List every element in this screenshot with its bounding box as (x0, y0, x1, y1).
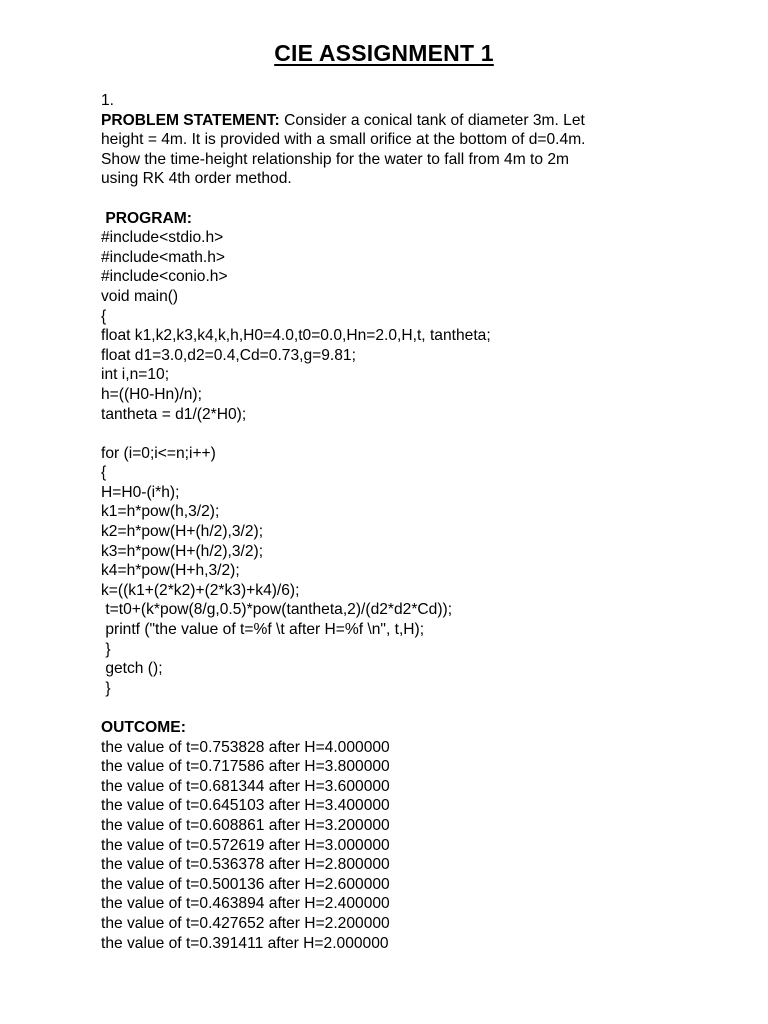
outcome-line: the value of t=0.608861 after H=3.200000 (101, 816, 390, 834)
outcome-line: the value of t=0.572619 after H=3.000000 (101, 836, 390, 854)
outcome-line: the value of t=0.717586 after H=3.800000 (101, 758, 390, 776)
document-title: CIE ASSIGNMENT 1 (274, 40, 494, 66)
program-code-block-1 (101, 228, 701, 424)
outcome-list (101, 738, 701, 954)
code-line: float k1,k2,k3,k4,k,h,H0=4.0,t0=0.0,Hn=2.0,H,t, tantheta; (101, 327, 491, 345)
code-line: float d1=3.0,d2=0.4,Cd=0.73,g=9.81; (101, 346, 356, 364)
code-line: #include<math.h> (101, 248, 225, 266)
program-heading: PROGRAM: (101, 209, 192, 227)
program-code-block-2 (101, 444, 701, 699)
problem-statement-line-1 (101, 111, 701, 131)
problem-statement-line-2: height = 4m. It is provided with a small orifice at the bottom of d=0.4m. (101, 131, 586, 149)
outcome-line: the value of t=0.500136 after H=2.600000 (101, 875, 390, 893)
code-line: k3=h*pow(H+(h/2),3/2); (101, 542, 264, 560)
outcome-line: the value of t=0.681344 after H=3.600000 (101, 777, 390, 795)
code-line: } (101, 640, 111, 658)
problem-statement-heading: PROBLEM STATEMENT: (101, 111, 280, 129)
code-line: k=((k1+(2*k2)+(2*k3)+k4)/6); (101, 581, 300, 599)
code-line: H=H0-(i*h); (101, 483, 180, 501)
outcome-line: the value of t=0.391411 after H=2.000000 (101, 934, 389, 952)
spacer (101, 189, 701, 209)
problem-statement-line-3: Show the time-height relationship for the water to fall from 4m to 2m (101, 150, 570, 168)
code-line: int i,n=10; (101, 366, 170, 384)
code-line: void main() (101, 287, 179, 305)
code-line: #include<conio.h> (101, 268, 228, 286)
spacer (101, 424, 701, 444)
code-line: } (101, 679, 111, 697)
code-line: { (101, 464, 107, 482)
outcome-line: the value of t=0.753828 after H=4.000000 (101, 738, 390, 756)
outcome-line: the value of t=0.536378 after H=2.800000 (101, 856, 390, 874)
code-line: k4=h*pow(H+h,3/2); (101, 562, 240, 580)
outcome-line: the value of t=0.427652 after H=2.200000 (101, 914, 390, 932)
code-line: getch (); (101, 660, 163, 678)
code-line: for (i=0;i<=n;i++) (101, 444, 216, 462)
code-line: #include<stdio.h> (101, 229, 224, 247)
question-number: 1. (101, 92, 115, 109)
code-line: k2=h*pow(H+(h/2),3/2); (101, 523, 264, 541)
problem-statement-text-1: Consider a conical tank of diameter 3m. Let (279, 111, 585, 129)
outcome-heading: OUTCOME: (101, 719, 186, 736)
spacer (101, 698, 701, 718)
code-line: h=((H0-Hn)/n); (101, 385, 202, 403)
outcome-line: the value of t=0.463894 after H=2.400000 (101, 895, 390, 913)
code-line: tantheta = d1/(2*H0); (101, 405, 247, 423)
document-body (101, 91, 701, 953)
problem-statement-line-4: using RK 4th order method. (101, 170, 292, 188)
outcome-line: the value of t=0.645103 after H=3.400000 (101, 797, 390, 815)
code-line: k1=h*pow(h,3/2); (101, 503, 220, 521)
code-line: { (101, 307, 107, 325)
code-line: t=t0+(k*pow(8/g,0.5)*pow(tantheta,2)/(d2*d2*Cd)); (101, 601, 453, 619)
code-line: printf ("the value of t=%f \t after H=%f \n", t,H); (101, 621, 425, 639)
